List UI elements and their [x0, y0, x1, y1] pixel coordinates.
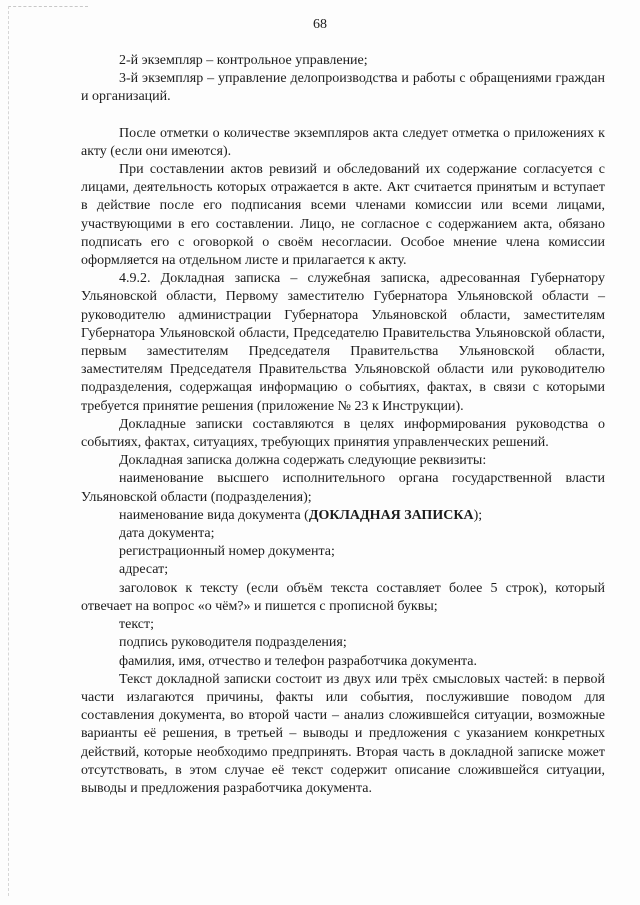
page-number: 68 [313, 17, 327, 32]
requisite-item: наименование высшего исполнительного органа государственной власти Ульяновской области (подразделения); [81, 471, 605, 505]
paragraph-copies-note: После отметки о количестве экземпляров акта следует отметка о приложениях к акту (если они имеются). [81, 125, 605, 159]
paragraph-memo-structure: Текст докладной записки состоит из двух или трёх смысловых частей: в первой части излагаются причины, факты или события, послужившие поводом для составления документа, во второй части – анализ сложившейся ситуации, возможные варианты её решения, в третьей – выводы и предложения с указанием конкретных действий, которые необходимо предпринять. Вторая часть в докладной записке может отсутствовать, в этом случае её текст содержит описание сложившейся ситуации, выводы и предложения разработчика документа. [81, 671, 605, 796]
requisite-item: фамилия, имя, отчество и телефон разработчика документа. [119, 653, 477, 669]
scan-edge-left [8, 6, 9, 896]
requisite-item [81, 507, 605, 525]
requisite-text: ); [473, 507, 483, 523]
paragraph-memo-purpose: Докладные записки составляются в целях информирования руководства о событиях, фактах, ситуациях, требующих принятия управленческих решений. [81, 416, 605, 451]
document-type-bold: ДОКЛАДНАЯ ЗАПИСКА [308, 507, 474, 523]
paragraph-memo-definition: 4.9.2. Докладная записка – служебная записка, адресованная Губернатору Ульяновской области, Первому заместителю Губернатора Ульяновской области – руководителю администрации Губернатора Ульяновской области, заместителям Губернатора Ульяновской области, Председателю Правительства Ульяновской области, первым заместителям Председателя Правительства Ульяновской области, заместителям Председателя Правительства Ульяновской области или руководителю подразделения, содержащая информацию о событиях, фактах, в связи с которыми требуется принятие решения (приложение № 23 к Инструкции). [81, 271, 605, 414]
document-body [81, 52, 605, 798]
requisite-item: текст; [119, 617, 155, 633]
paragraph-act-approval: При составлении актов ревизий и обследований их содержание согласуется с лицами, деятельность которых отражается в акте. Акт считается принятым и вступает в действие после его подписания всеми членами комиссии или всеми лицами, участвующими в его составлении. Лицо, не согласное с содержанием акта, обязано подписать его с оговоркой о своём несогласии. Особое мнение члена комиссии оформляется на отдельном листе и прилагается к акту. [81, 162, 605, 269]
paragraph-copy-3: 3-й экземпляр – управление делопроизводства и работы с обращениями граждан и организаций. [81, 71, 605, 105]
requisite-item: подпись руководителя подразделения; [119, 635, 347, 651]
requisite-item: дата документа; [119, 526, 215, 542]
requisite-item: адресат; [119, 562, 169, 578]
scan-edge-top [8, 6, 88, 7]
paragraph-copy-2: 2-й экземпляр – контрольное управление; [119, 53, 368, 68]
requisite-item: заголовок к тексту (если объём текста составляет более 5 строк), который отвечает на вопрос «о чём?» и пишется с прописной буквы; [81, 580, 605, 614]
requisite-item: регистрационный номер документа; [119, 544, 335, 560]
requisite-text: наименование вида документа ( [119, 507, 309, 523]
paragraph-requisites-intro: Докладная записка должна содержать следующие реквизиты: [119, 453, 487, 469]
